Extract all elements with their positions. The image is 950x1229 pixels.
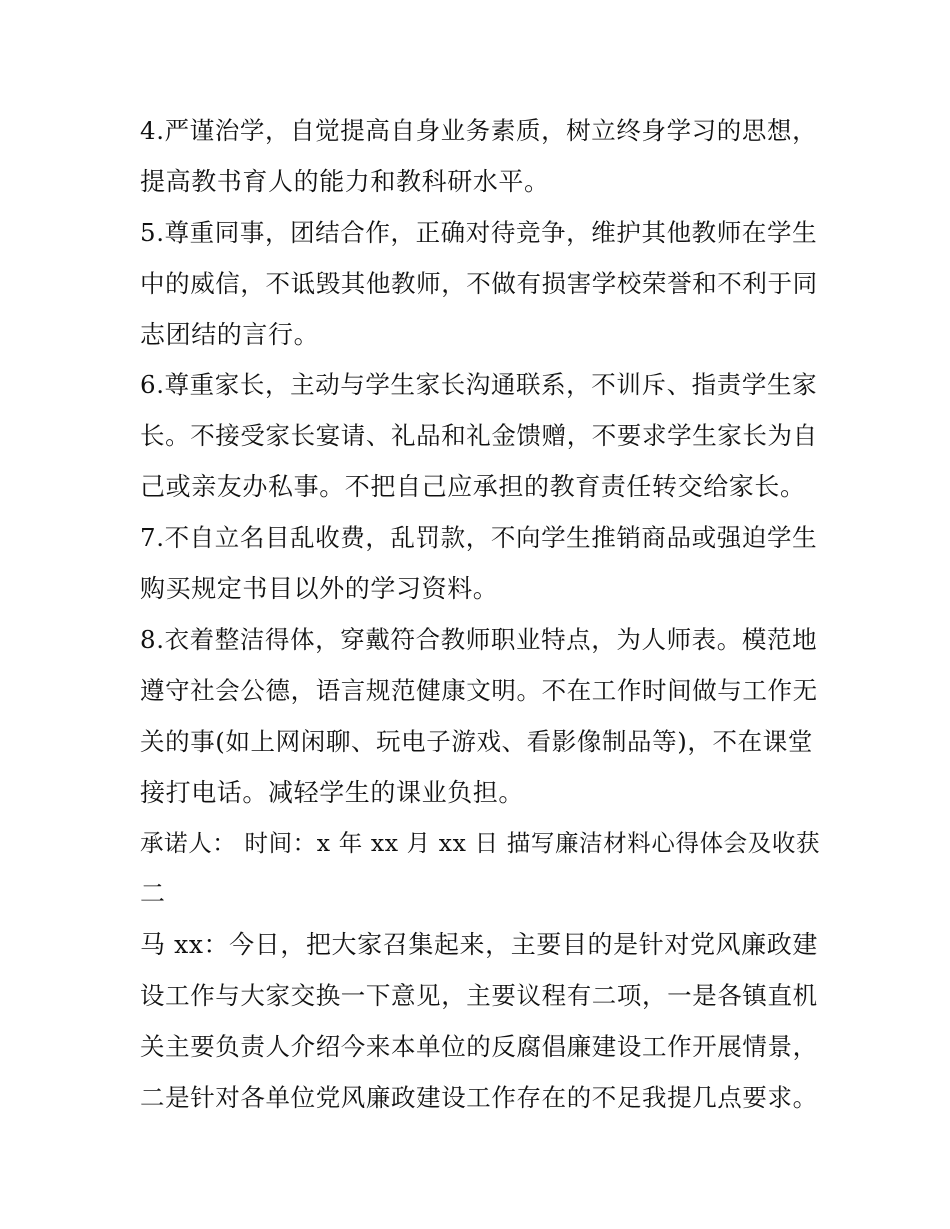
text-line: 关主要负责人介绍今来本单位的反腐倡廉建设工作开展情景， <box>140 1032 818 1062</box>
text-line: 承诺人： 时间：x 年 xx 月 xx 日 描写廉洁材料心得体会及收获 <box>140 829 821 858</box>
text-line: 4.严谨治学，自觉提高自身业务素质，树立终身学习的思想， <box>140 116 818 145</box>
text-line: 接打电话。减轻学生的课业负担。 <box>140 777 525 807</box>
text-line: 购买规定书目以外的学习资料。 <box>140 574 499 604</box>
text-line: 8.衣着整洁得体，穿戴符合教师职业特点，为人师表。模范地 <box>140 624 818 654</box>
text-line: 中的威信，不诋毁其他教师，不做有损害学校荣誉和不利于同 <box>140 268 818 298</box>
document-body <box>140 106 820 1124</box>
text-line: 设工作与大家交换一下意见，主要议程有二项，一是各镇直机 <box>140 981 818 1011</box>
text-line: 7.不自立名目乱收费，乱罚款，不向学生推销商品或强迫学生 <box>140 523 818 553</box>
text-line: 提高教书育人的能力和教科研水平。 <box>140 166 550 196</box>
text-line: 二是针对各单位党风廉政建设工作存在的不足我提几点要求。 <box>140 1082 818 1112</box>
text-line: 己或亲友办私事。不把自己应承担的教育责任转交给家长。 <box>140 472 806 502</box>
text-line: 二 <box>140 879 166 909</box>
text-line: 6.尊重家长，主动与学生家长沟通联系，不训斥、指责学生家 <box>140 370 818 400</box>
text-line: 5.尊重同事，团结合作，正确对待竞争，维护其他教师在学生 <box>140 217 818 247</box>
text-line: 遵守社会公德，语言规范健康文明。不在工作时间做与工作无 <box>140 675 818 705</box>
text-line: 关的事(如上网闲聊、玩电子游戏、看影像制品等)，不在课堂 <box>140 726 813 756</box>
text-line: 马 xx：今日，把大家召集起来，主要目的是针对党风廉政建 <box>140 930 818 960</box>
text-line: 志团结的言行。 <box>140 319 320 349</box>
text-line: 长。不接受家长宴请、礼品和礼金馈赠，不要求学生家长为自 <box>140 421 818 451</box>
